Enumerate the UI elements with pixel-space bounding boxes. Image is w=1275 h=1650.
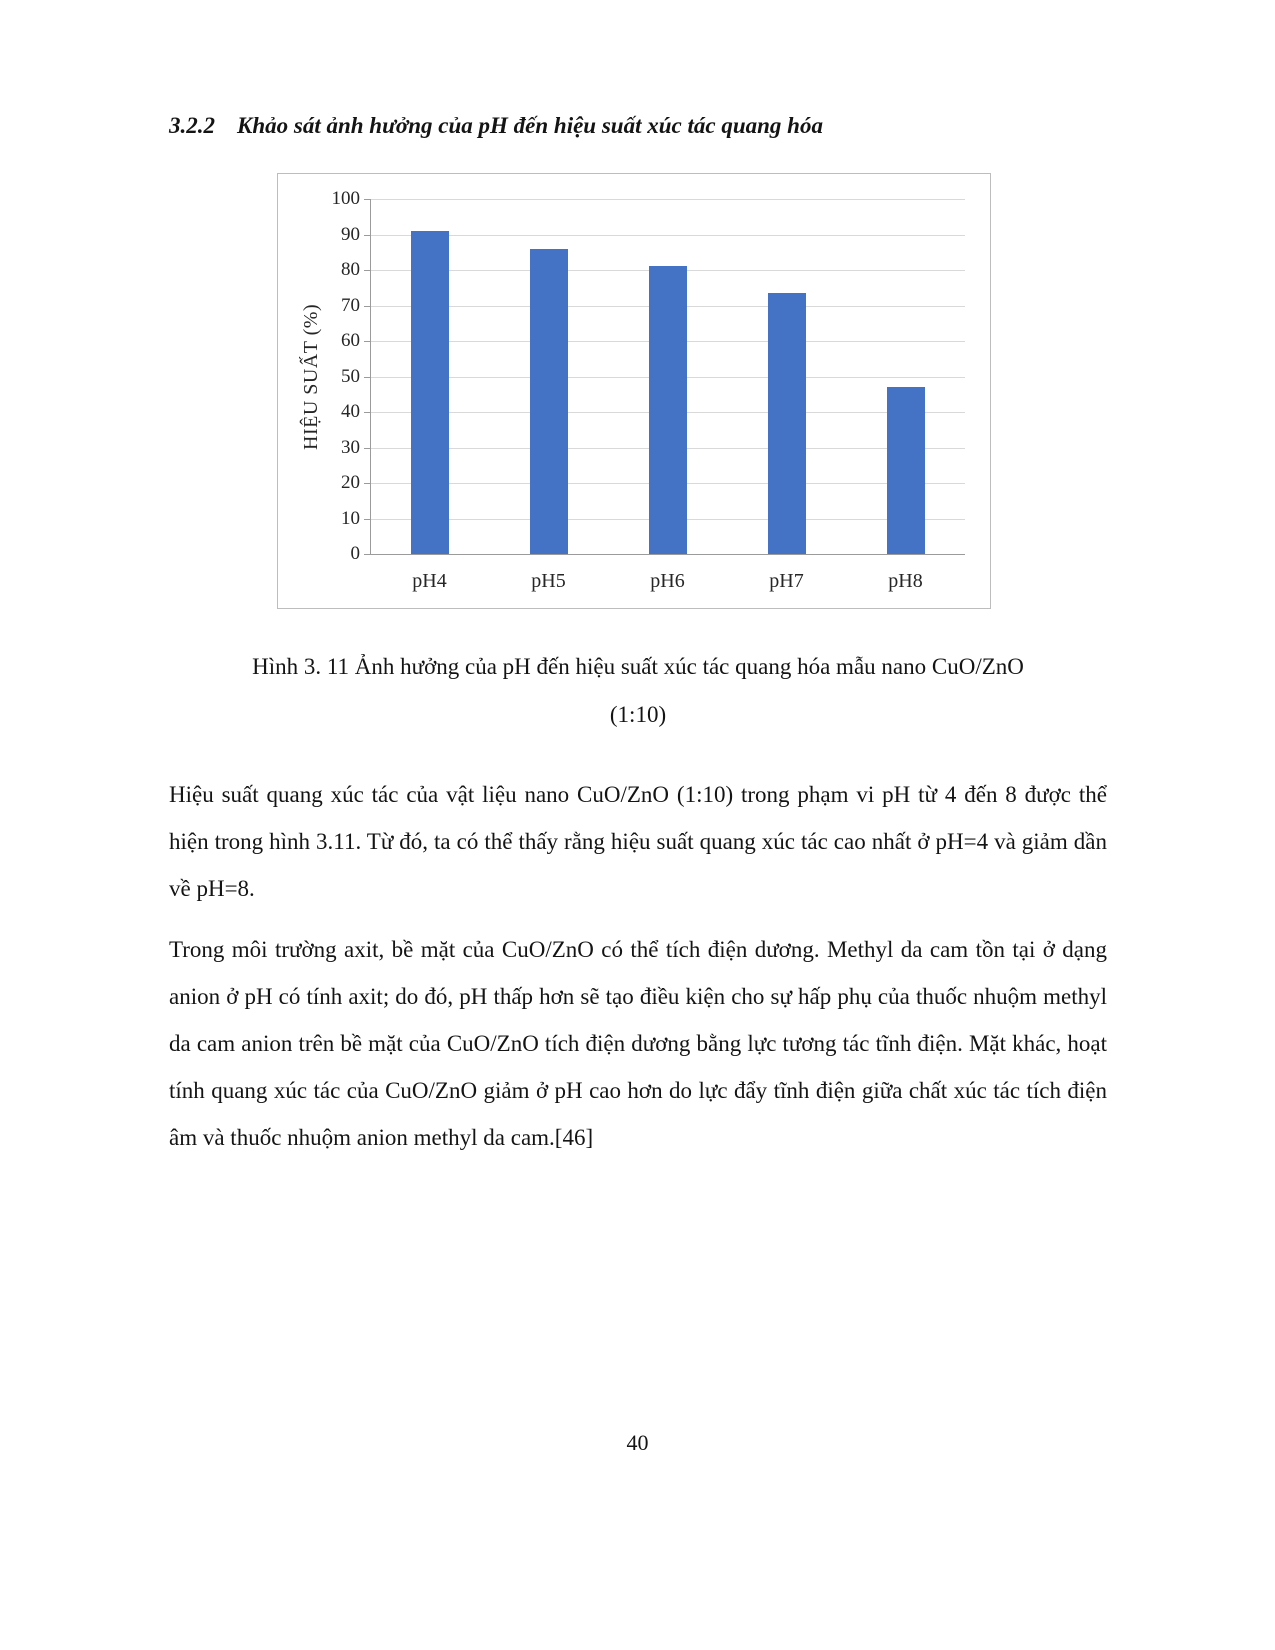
bar — [530, 249, 568, 554]
chart-frame — [277, 173, 991, 609]
y-tick-label: 80 — [341, 259, 360, 280]
y-tick-label: 60 — [341, 330, 360, 351]
page-content — [169, 113, 1107, 1175]
body-paragraph: Trong môi trường axit, bề mặt của CuO/ZnO có thể tích điện dương. Methyl da cam tồn tại ở dạng anion ở pH có tính axit; do đó, pH thấp hơn sẽ tạo điều kiện cho sự hấp phụ của thuốc nhuộm methyl da cam anion trên bề mặt của CuO/ZnO tích điện dương bằng lực tương tác tĩnh điện. Mặt khác, hoạt tính quang xúc tác của CuO/ZnO giảm ở pH cao hơn do lực đẩy tĩnh điện giữa chất xúc tác tích điện âm và thuốc nhuộm anion methyl da cam.[46] — [169, 937, 1107, 1150]
x-axis-label: pH8 — [888, 570, 923, 592]
section-title: Khảo sát ảnh hưởng của pH đến hiệu suất xúc tác quang hóa — [237, 113, 823, 138]
x-axis-line — [370, 554, 965, 555]
gridline — [370, 199, 965, 200]
y-axis-title: HIỆU SUẤT (%) — [300, 303, 322, 450]
y-tick-label: 90 — [341, 223, 360, 245]
y-tick-label: 0 — [350, 543, 360, 564]
y-tick-label: 10 — [341, 507, 360, 529]
body-paragraph: Hiệu suất quang xúc tác của vật liệu nano CuO/ZnO (1:10) trong phạm vi pH từ 4 đến 8 được thể hiện trong hình 3.11. Từ đó, ta có thể thấy rằng hiệu suất quang xúc tác cao nhất ở pH=4 và giảm dần về pH=8. — [169, 782, 1107, 901]
bar — [887, 387, 925, 554]
y-tick-label: 30 — [341, 436, 360, 458]
x-axis-label: pH6 — [650, 570, 685, 592]
bar — [649, 266, 687, 554]
section-number: 3.2.2 — [169, 113, 215, 138]
gridline — [370, 235, 965, 236]
x-axis-label: pH5 — [531, 570, 566, 592]
y-tick-label: 40 — [341, 401, 360, 422]
figure-caption — [169, 643, 1107, 739]
bar — [768, 293, 806, 554]
page-number: 40 — [626, 1430, 649, 1455]
y-tick-label: 50 — [341, 365, 360, 387]
bar — [411, 231, 449, 554]
y-axis-line — [370, 199, 371, 554]
x-axis-label: pH7 — [769, 570, 804, 592]
figure-caption-line2: (1:10) — [609, 702, 667, 727]
section-heading — [169, 113, 1107, 139]
y-tick-label: 100 — [331, 188, 360, 209]
x-axis-label: pH4 — [412, 570, 447, 592]
y-tick-label: 20 — [341, 472, 360, 493]
y-tick-label: 70 — [341, 294, 360, 316]
figure-caption-line1: Hình 3. 11 Ảnh hưởng của pH đến hiệu suất xúc tác quang hóa mẫu nano CuO/ZnO — [252, 654, 1024, 679]
